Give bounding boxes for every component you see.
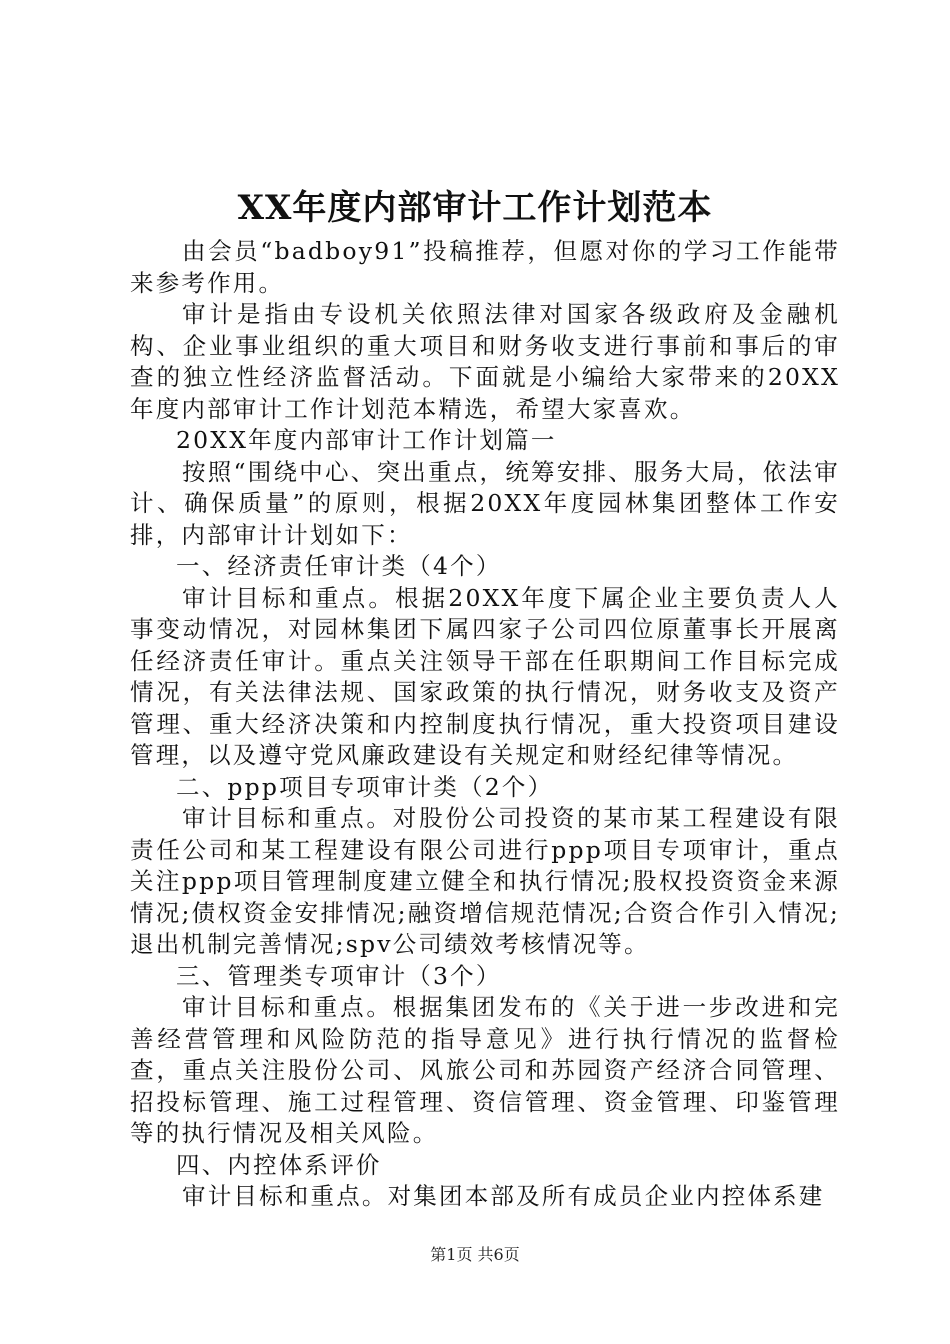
section-heading-ppp: 二、ppp项目专项审计类（2个） xyxy=(176,772,554,801)
section-heading-part-one: 20XX年度内部审计工作计划篇一 xyxy=(176,426,557,454)
section-heading-management: 三、管理类专项审计（3个） xyxy=(176,961,502,990)
paragraph-management: 审计目标和重点。根据集团发布的《关于进一步改进和完善经营管理和风险防范的指导意见》进行执行情况的监督检查，重点关注股份公司、风旅公司和苏园资产经济合同管理、招投标管理、施工过程管理、资信管理、资金管理、印鉴管理等的执行情况及相关风险。 xyxy=(130,993,840,1147)
page-number-label: 第1页 共6页 xyxy=(430,1245,520,1264)
document-body xyxy=(130,236,840,1213)
section-heading-internal-control: 四、内控体系评价 xyxy=(176,1150,382,1179)
document-title: XX年度内部审计工作计划范本 xyxy=(237,188,713,228)
paragraph-intro: 由会员“badboy91”投稿推荐，但愿对你的学习工作能带来参考作用。 xyxy=(130,237,840,297)
paragraph-ppp: 审计目标和重点。对股份公司投资的某市某工程建设有限责任公司和某工程建设有限公司进行ppp项目专项审计，重点关注ppp项目管理制度建立健全和执行情况;股权投资资金来源情况;债权资金安排情况;融资增信规范情况;合资合作引入情况;退出机制完善情况;spv公司绩效考核情况等。 xyxy=(130,804,840,958)
paragraph-principles: 按照“围绕中心、突出重点，统筹安排、服务大局，依法审计、确保质量”的原则，根据20XX年度园林集团整体工作安排，内部审计计划如下： xyxy=(130,457,840,549)
paragraph-economic-responsibility: 审计目标和重点。根据20XX年度下属企业主要负责人人事变动情况，对园林集团下属四家子公司四位原董事长开展离任经济责任审计。重点关注领导干部在任职期间工作目标完成情况，有关法律法规、国家政策的执行情况，财务收支及资产管理、重大经济决策和内控制度执行情况，重大投资项目建设管理，以及遵守党风廉政建设有关规定和财经纪律等情况。 xyxy=(130,583,840,769)
paragraph-internal-control: 审计目标和重点。对集团本部及所有成员企业内控体系建 xyxy=(182,1182,825,1210)
section-heading-economic-responsibility: 一、经济责任审计类（4个） xyxy=(176,552,502,580)
paragraph-audit-definition: 审计是指由专设机关依照法律对国家各级政府及金融机构、企业事业组织的重大项目和财务收支进行事前和事后的审查的独立性经济监督活动。下面就是小编给大家带来的20XX年度内部审计工作计划范本精选，希望大家喜欢。 xyxy=(130,300,840,423)
page-footer xyxy=(0,1244,950,1266)
